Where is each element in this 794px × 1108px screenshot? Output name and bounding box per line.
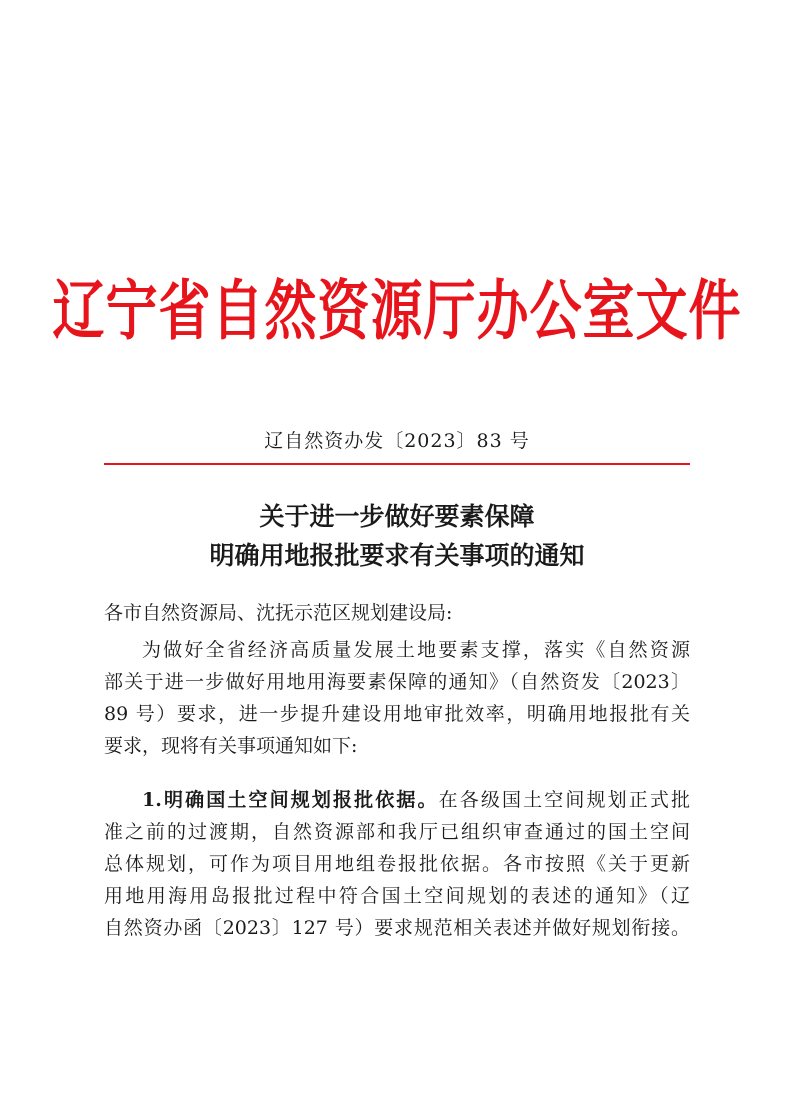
paragraph-line: 准之前的过渡期，自然资源部和我厅已组织审查通过的国土空间 (104, 821, 690, 843)
item-text: 在各级国土空间规划正式批 (438, 789, 690, 811)
paragraph-line: 89 号）要求，进一步提升建设用地审批效率，明确用地报批有关 (104, 703, 690, 725)
paragraph-line (104, 784, 690, 816)
paragraph-intro (104, 634, 690, 762)
paragraph-item-1 (104, 784, 690, 944)
addressee: 各市自然资源局、沈抚示范区规划建设局: (104, 602, 453, 624)
notice-title-line1: 关于进一步做好要素保障 (259, 502, 535, 531)
red-divider (104, 463, 690, 465)
paragraph-line: 自然资办函〔2023〕127 号）要求规范相关表述并做好规划衔接。 (104, 917, 690, 939)
item-heading: 1.明确国土空间规划报批依据。 (142, 789, 439, 811)
paragraph-line: 部关于进一步做好用地用海要素保障的通知》（自然资发〔2023〕 (104, 671, 690, 693)
masthead-title: 辽宁省自然资源厅办公室文件 (52, 274, 742, 350)
document-number: 辽自然资办发〔2023〕83 号 (264, 430, 530, 452)
paragraph-line: 总体规划，可作为项目用地组卷报批依据。各市按照《关于更新 (104, 853, 690, 875)
paragraph-line: 为做好全省经济高质量发展土地要素支撑，落实《自然资源 (142, 639, 690, 661)
paragraph-line: 用地用海用岛报批过程中符合国土空间规划的表述的通知》（辽 (104, 885, 690, 907)
paragraph-line: 要求，现将有关事项通知如下: (104, 735, 358, 757)
notice-title-line2: 明确用地报批要求有关事项的通知 (209, 541, 585, 570)
